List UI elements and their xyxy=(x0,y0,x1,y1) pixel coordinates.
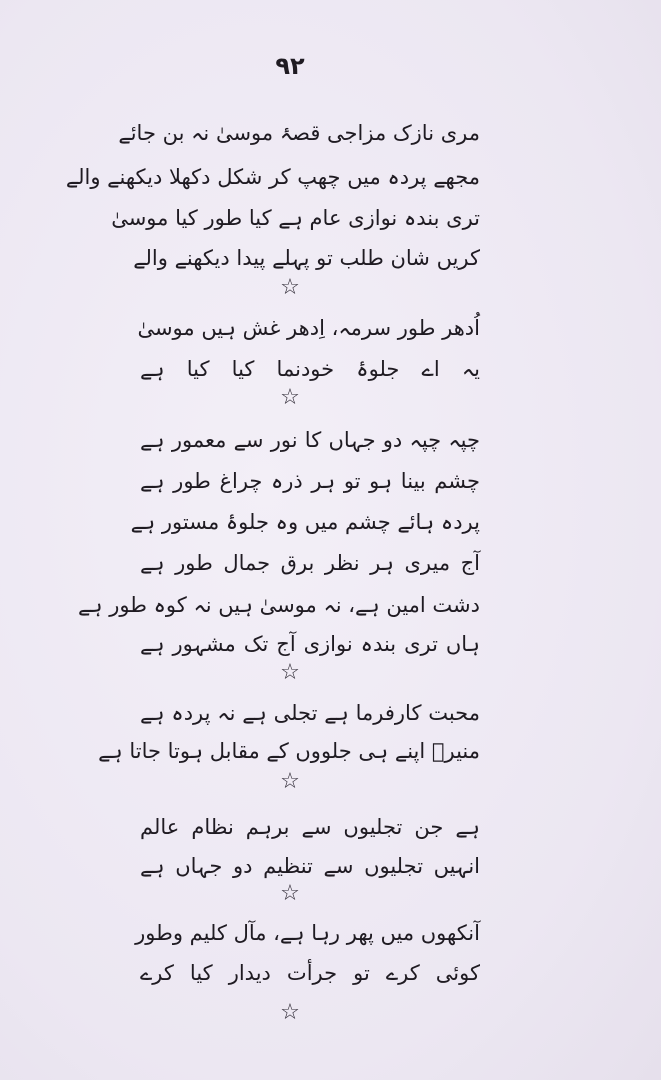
star-separator: ☆ xyxy=(280,769,300,794)
verse-line: دشت امین ہے، نہ موسیٰ ہیں نہ کوہ طور ہے xyxy=(77,593,480,617)
verse-line: انہیں تجلیوں سے تنظیم دو جہاں ہے xyxy=(140,854,480,878)
star-separator: ☆ xyxy=(280,881,300,906)
star-separator: ☆ xyxy=(280,1000,300,1025)
verse-line: ہے جن تجلیوں سے برہم نظام عالم xyxy=(140,815,480,839)
verse-line: محبت کارفرما ہے تجلی ہے نہ پردہ ہے xyxy=(140,701,480,725)
verse-line: مری نازک مزاجی قصۂ موسیٰ نہ بن جائے xyxy=(118,121,480,145)
verse-line: چشم بینا ہو تو ہر ذرہ چراغ طور ہے xyxy=(140,469,480,493)
verse-line: تری بندہ نوازی عام ہے کیا طور کیا موسیٰ xyxy=(111,206,480,230)
verse-line: آنکھوں میں پھر رہا ہے، مآل کلیم وطور xyxy=(135,921,480,945)
verse-line: اُدھر طور سرمہ، اِدھر غش ہیں موسیٰ xyxy=(137,316,480,340)
star-separator: ☆ xyxy=(280,385,300,410)
star-separator: ☆ xyxy=(280,660,300,685)
verse-line: کریں شان طلب تو پہلے پیدا دیکھنے والے xyxy=(133,246,480,270)
verse-line: کوئی کرے تو جرأت دیدار کیا کرے xyxy=(140,961,480,985)
verse-line: منیرؔ اپنے ہی جلووں کے مقابل ہوتا جاتا ہے xyxy=(98,739,480,763)
verse-line: پردہ ہائے چشم میں وہ جلوۂ مستور ہے xyxy=(130,510,480,534)
star-separator: ☆ xyxy=(280,275,300,300)
verse-line: آج میری ہر نظر برق جمال طور ہے xyxy=(140,551,480,575)
verse-line: ہاں تری بندہ نوازی آج تک مشہور ہے xyxy=(140,632,480,656)
page-number: ۹۲ xyxy=(275,52,305,80)
verse-line: مجھے پردہ میں چھپ کر شکل دکھلا دیکھنے والے xyxy=(65,165,480,189)
verse-line: چپہ چپہ دو جہاں کا نور سے معمور ہے xyxy=(140,428,480,452)
verse-line: یہ اے جلوۂ خودنما کیا کیا ہے xyxy=(140,357,480,381)
